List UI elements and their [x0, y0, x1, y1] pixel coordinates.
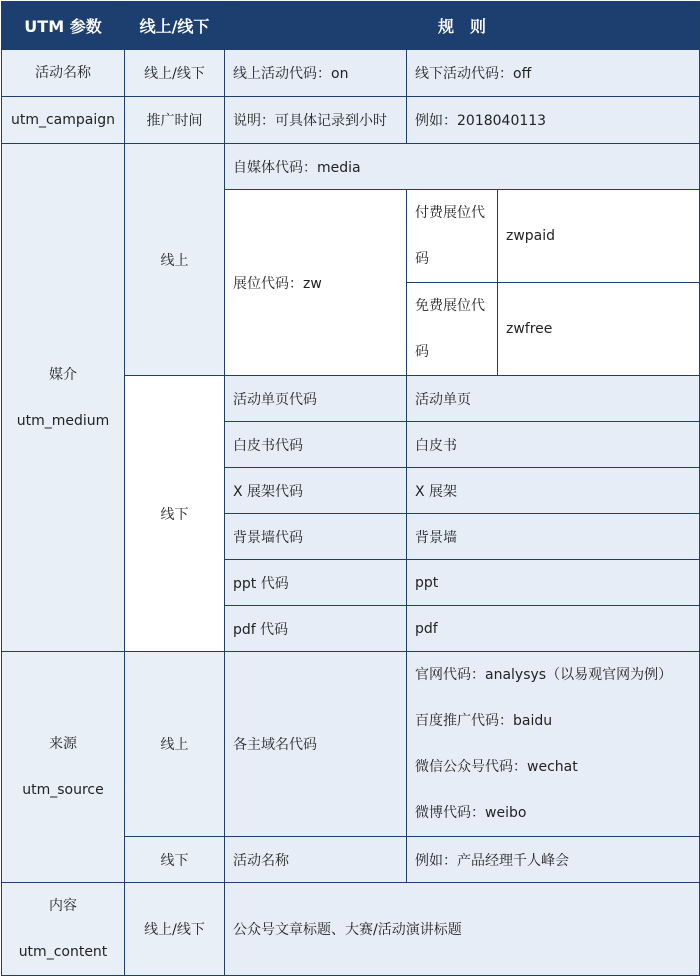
campaign-mode-1: 线上/线下 [125, 50, 225, 97]
source-offline-example: 例如：产品经理千人峰会 [407, 837, 700, 883]
source-name-cn: 来源 [49, 736, 77, 752]
source-row-online [2, 652, 700, 837]
medium-free-label-line1: 免费展位代 [415, 298, 485, 314]
medium-offline-code: X 展架代码 [225, 468, 407, 514]
campaign-time-example: 例如：2018040113 [407, 97, 700, 144]
campaign-name-cn: 活动名称 [2, 50, 125, 97]
campaign-row-2 [2, 97, 700, 144]
medium-name-en: utm_medium [16, 412, 110, 429]
medium-paid-label-line2: 码 [415, 251, 429, 267]
header-row [2, 2, 700, 50]
content-value: 公众号文章标题、大赛/活动演讲标题 [225, 883, 700, 976]
medium-offline-code: ppt 代码 [225, 560, 407, 606]
medium-free-value: zwfree [498, 283, 700, 376]
medium-offline-value: 活动单页 [407, 376, 700, 422]
campaign-offline-code: 线下活动代码：off [407, 50, 700, 97]
source-online-label: 线上 [125, 652, 225, 837]
medium-offline-label: 线下 [125, 376, 225, 652]
medium-offline-value: pdf [407, 606, 700, 652]
source-domain-item: 百度推广代码：baidu [415, 713, 553, 729]
medium-self-media: 自媒体代码：media [225, 144, 700, 190]
content-mode: 线上/线下 [125, 883, 225, 976]
campaign-name-en: utm_campaign [2, 97, 125, 144]
medium-free-label [407, 283, 498, 376]
source-domain-item: 微博代码：weibo [415, 805, 527, 821]
medium-booth-code: 展位代码：zw [225, 190, 407, 376]
header-rules: 规 则 [225, 2, 700, 50]
medium-offline-value: 背景墙 [407, 514, 700, 560]
medium-paid-value: zwpaid [498, 190, 700, 283]
medium-label [2, 144, 125, 652]
medium-row-self-media [2, 144, 700, 190]
medium-paid-label-line1: 付费展位代 [415, 205, 485, 221]
medium-offline-code: 活动单页代码 [225, 376, 407, 422]
campaign-time-desc: 说明：可具体记录到小时 [225, 97, 407, 144]
medium-name-cn: 媒介 [49, 366, 77, 383]
content-name-cn: 内容 [49, 898, 77, 914]
content-label [2, 883, 125, 976]
source-offline-code: 活动名称 [225, 837, 407, 883]
medium-offline-value: 白皮书 [407, 422, 700, 468]
medium-paid-label [407, 190, 498, 283]
medium-offline-value: ppt [407, 560, 700, 606]
medium-free-label-line2: 码 [415, 344, 429, 360]
content-name-en: utm_content [18, 944, 108, 960]
medium-online-label: 线上 [125, 144, 225, 376]
medium-offline-code: pdf 代码 [225, 606, 407, 652]
medium-offline-code: 白皮书代码 [225, 422, 407, 468]
campaign-online-code: 线上活动代码：on [225, 50, 407, 97]
medium-offline-code: 背景墙代码 [225, 514, 407, 560]
source-domain-list [407, 652, 700, 837]
header-utm-param: UTM 参数 [2, 2, 125, 50]
campaign-row-1 [2, 50, 700, 97]
content-row [2, 883, 700, 976]
source-domain-label: 各主域名代码 [225, 652, 407, 837]
header-online-offline: 线上/线下 [125, 2, 225, 50]
medium-offline-value: X 展架 [407, 468, 700, 514]
source-domain-item: 微信公众号代码：wechat [415, 759, 578, 775]
source-label [2, 652, 125, 883]
source-offline-label: 线下 [125, 837, 225, 883]
source-domain-item: 官网代码：analysys（以易观官网为例） [415, 667, 673, 683]
campaign-mode-2: 推广时间 [125, 97, 225, 144]
utm-rules-table [1, 1, 700, 976]
source-name-en: utm_source [22, 782, 104, 798]
